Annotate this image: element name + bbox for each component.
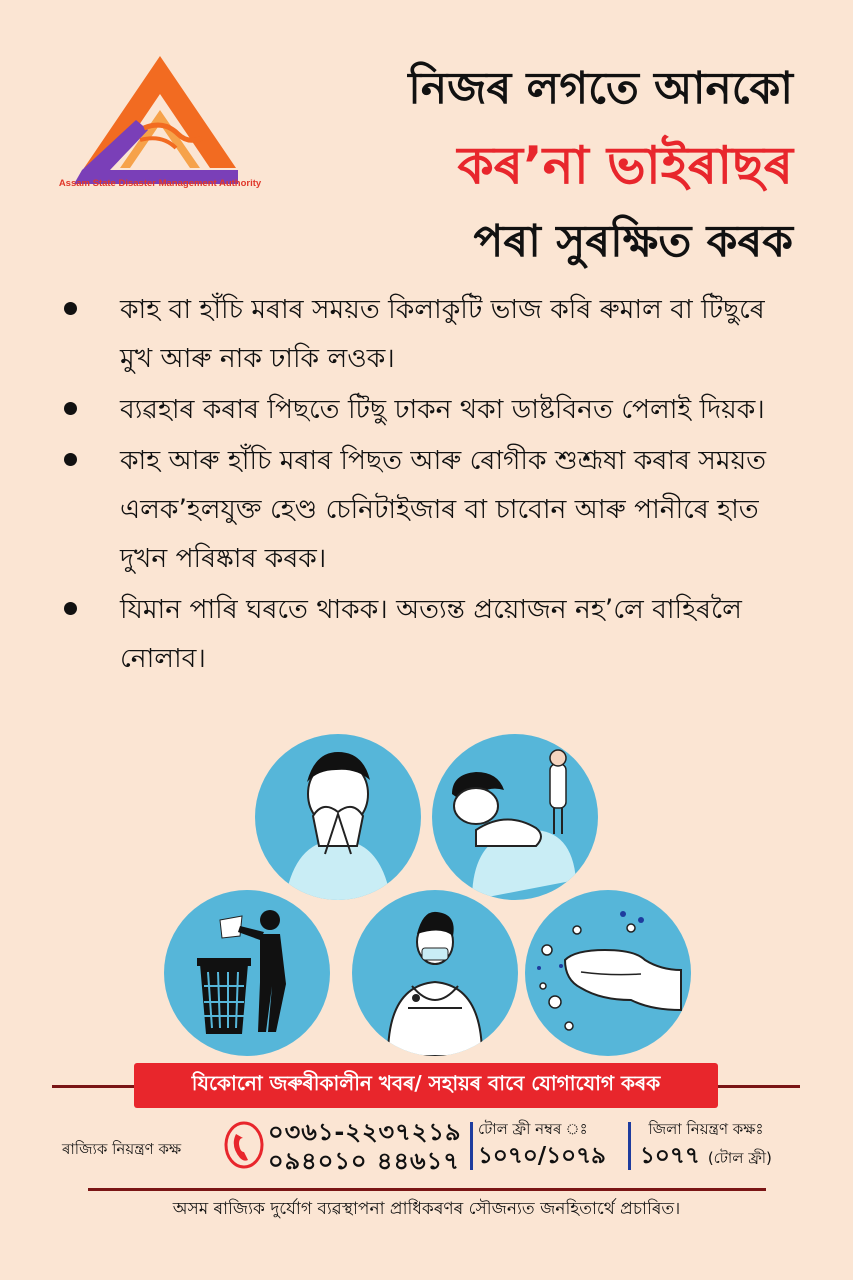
advice-text: কাহ বা হাঁচি মৰাৰ সময়ত কিলাকুটি ভাজ কৰি ৰুমাল বা টিছুৰে মুখ আৰু নাক ঢাকি লওক। [120, 294, 765, 374]
footer-credit: অসম ৰাজ্যিক দুৰ্যোগ ব্যৱস্থাপনা প্ৰাধিকৰণৰ সৌজন্যত জনহিতাৰ্থে প্ৰচাৰিত। [172, 1199, 681, 1219]
advice-item [58, 385, 803, 434]
advice-text: যিমান পাৰি ঘৰতে থাকক। অত্যন্ত প্ৰয়োজন নহ’লে বাহিৰলৈ নোলাব। [120, 594, 742, 674]
phone-icon [222, 1120, 266, 1170]
bullet-dot-icon [64, 602, 77, 615]
tollfree-number: ১০৭০/১০৭৯ [478, 1143, 606, 1169]
district-block [640, 1118, 772, 1174]
separator [470, 1122, 473, 1170]
state-phone-2: ০৯৪০১০ ৪৪৬১৭ [268, 1147, 460, 1175]
dustbin-disposal-icon [164, 890, 330, 1056]
doctor-icon [352, 890, 518, 1056]
tollfree-label: টোল ফ্ৰী নম্বৰ ঃ [478, 1120, 588, 1138]
advice-item [58, 436, 803, 583]
emergency-contact-banner: যিকোনো জৰুৰীকালীন খবৰ/ সহায়ৰ বাবে যোগাযোগ কৰক [134, 1063, 718, 1108]
state-phone-1: ০৩৬১-২২৩৭২১৯ [268, 1118, 462, 1146]
sneeze-into-elbow-icon [432, 734, 598, 900]
covering-face-icon [255, 734, 421, 900]
bullet-dot-icon [64, 302, 77, 315]
advice-text: ব্যৱহাৰ কৰাৰ পিছতে টিছু ঢাকন থকা ডাষ্টবিনত পেলাই দিয়ক। [120, 394, 765, 425]
bullet-dot-icon [64, 453, 77, 466]
footer-divider [88, 1188, 766, 1191]
state-phone-numbers [268, 1118, 462, 1176]
illustration-group [0, 730, 853, 1060]
district-number-line [640, 1140, 772, 1174]
state-control-room-label: ৰাজ্যিক নিয়ন্ত্ৰণ কক্ষ [62, 1140, 182, 1158]
headline-line-3: পৰা সুৰক্ষিত কৰক [473, 216, 793, 267]
headline-line-2: কৰ’না ভাইৰাছৰ [457, 136, 793, 196]
advice-text: কাহ আৰু হাঁচি মৰাৰ পিছত আৰু ৰোগীক শুশ্ৰূষা কৰাৰ সময়ত এলক’হলযুক্ত হেণ্ড চেনিটাইজাৰ বা চাবোন আৰু পানীৰে হাত দুখন পৰিষ্কাৰ কৰক। [120, 445, 767, 574]
headline-line-1: নিজৰ লগতে আনকো [408, 63, 793, 114]
headline [408, 52, 793, 278]
advice-list [58, 285, 803, 685]
tollfree-block [478, 1118, 606, 1172]
district-label: জিলা নিয়ন্ত্ৰণ কক্ষঃ [648, 1120, 764, 1138]
contact-block [0, 1118, 853, 1178]
advice-item [58, 585, 803, 683]
separator [628, 1122, 631, 1170]
district-note: (টোল ফ্ৰী) [707, 1149, 772, 1167]
bullet-dot-icon [64, 402, 77, 415]
logo-caption: Assam State Disaster Management Authority [58, 178, 262, 189]
advice-item [58, 285, 803, 383]
hand-washing-icon [525, 890, 691, 1056]
district-number: ১০৭৭ [640, 1143, 700, 1169]
